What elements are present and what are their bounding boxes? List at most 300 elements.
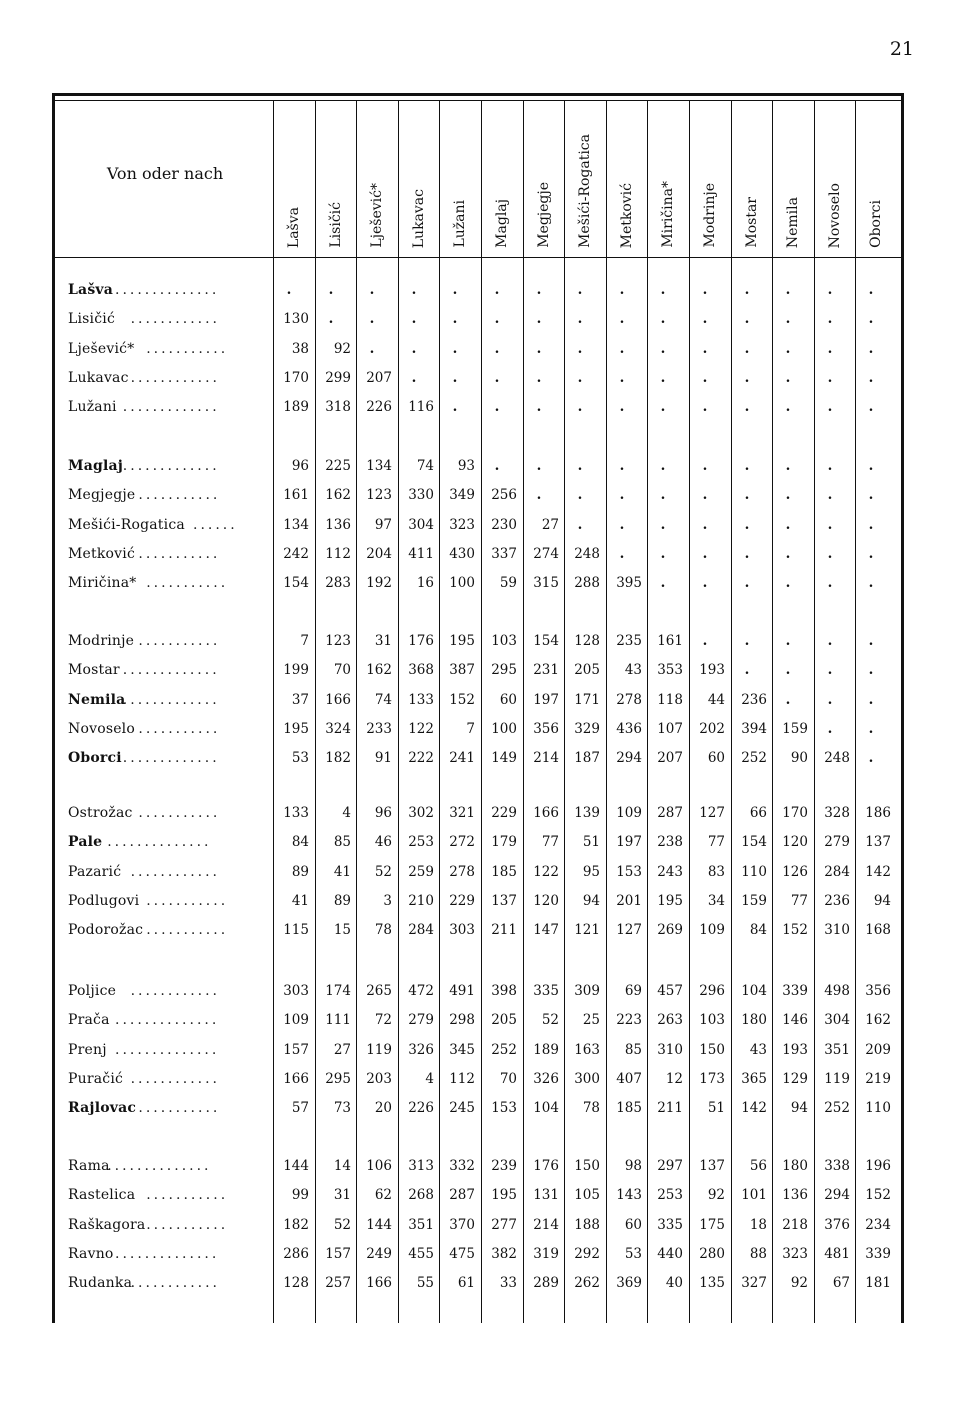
table-cell: 83	[707, 863, 725, 880]
table-cell: 337	[491, 545, 517, 562]
table-cell: 430	[449, 545, 475, 562]
column-header-label: Lašva	[286, 206, 302, 248]
table-cell: .	[577, 487, 583, 504]
table-cell: .	[411, 311, 417, 328]
table-cell: .	[369, 282, 375, 298]
table-cell: 351	[408, 1216, 434, 1233]
table-cell: .	[536, 458, 542, 474]
table-cell: .	[660, 399, 666, 416]
table-cell: 162	[325, 487, 351, 504]
table-cell: 339	[865, 1245, 891, 1262]
table-cell: 136	[325, 516, 351, 533]
table-cell: 170	[782, 805, 808, 821]
table-cell: .	[702, 282, 708, 298]
table-cell: 332	[449, 1158, 475, 1174]
table-cell: 147	[533, 922, 559, 939]
table-cell: .	[619, 282, 625, 298]
table-cell: 72	[374, 1012, 392, 1029]
table-cell: 53	[291, 750, 309, 767]
table-cell: 99	[291, 1187, 309, 1204]
column-header	[481, 106, 523, 248]
leader-dots: ..............	[115, 1245, 220, 1262]
table-cell: .	[577, 399, 583, 416]
table-cell: 57	[291, 1100, 309, 1117]
table-cell: 150	[699, 1041, 725, 1058]
table-cell: 146	[782, 1012, 808, 1029]
table-cell: 297	[657, 1158, 683, 1174]
table-cell: .	[286, 282, 292, 298]
table-cell: 197	[616, 834, 642, 851]
table-cell: 257	[325, 1275, 351, 1292]
table-cell: 236	[824, 892, 850, 909]
table-cell: 181	[865, 1275, 891, 1292]
table-cell: .	[577, 369, 583, 386]
table-cell: 457	[657, 983, 683, 999]
table-cell: 248	[824, 750, 850, 767]
column-header	[273, 106, 315, 248]
table-cell: .	[619, 399, 625, 416]
table-cell: 163	[574, 1041, 600, 1058]
table-cell: 241	[449, 750, 475, 767]
table-cell: 253	[657, 1187, 683, 1204]
table-cell: 161	[283, 487, 309, 504]
table-cell: 369	[616, 1275, 642, 1292]
table-cell: .	[494, 369, 500, 386]
table-cell: 104	[741, 983, 767, 999]
row-label: Miričina*	[68, 575, 137, 592]
table-cell: .	[660, 311, 666, 328]
table-cell: 157	[325, 1245, 351, 1262]
table-cell: 283	[325, 575, 351, 592]
table-cell: 182	[283, 1216, 309, 1233]
table-cell: .	[785, 399, 791, 416]
table-cell: .	[744, 633, 750, 649]
table-cell: 77	[790, 892, 808, 909]
table-cell: 196	[865, 1158, 891, 1174]
table-cell: 376	[824, 1216, 850, 1233]
table-cell: 93	[457, 458, 475, 474]
table-cell: 135	[699, 1275, 725, 1292]
table-cell: .	[868, 458, 874, 474]
table-cell: 51	[707, 1100, 725, 1117]
table-cell: .	[744, 399, 750, 416]
table-cell: 295	[325, 1070, 351, 1087]
table-cell: 143	[616, 1187, 642, 1204]
column-header	[689, 106, 731, 248]
table-cell: 186	[865, 805, 891, 821]
table-cell: .	[536, 282, 542, 298]
table-cell: .	[868, 516, 874, 533]
table-cell: 189	[533, 1041, 559, 1058]
table-cell: 149	[491, 750, 517, 767]
column-header-label: Megjegje	[536, 182, 552, 248]
table-cell: 299	[325, 369, 351, 386]
table-cell: 41	[333, 863, 351, 880]
table-cell: 90	[790, 750, 808, 767]
table-cell: .	[494, 282, 500, 298]
table-cell: .	[660, 545, 666, 562]
table-cell: .	[744, 282, 750, 298]
table-cell: .	[619, 369, 625, 386]
table-cell: 188	[574, 1216, 600, 1233]
table-cell: 207	[366, 369, 392, 386]
leader-dots: ...........	[146, 1187, 229, 1204]
table-cell: 27	[333, 1041, 351, 1058]
table-cell: .	[577, 458, 583, 474]
table-cell: 326	[533, 1070, 559, 1087]
row-label: Metković	[68, 545, 135, 562]
table-cell: .	[868, 662, 874, 679]
table-cell: .	[577, 311, 583, 328]
table-cell: 356	[533, 720, 559, 737]
leader-dots: ............	[130, 311, 220, 328]
table-cell: 128	[574, 633, 600, 649]
table-cell: 202	[699, 720, 725, 737]
table-cell: .	[536, 311, 542, 328]
leader-dots: ..............	[115, 1012, 220, 1029]
table-cell: 94	[790, 1100, 808, 1117]
table-cell: 59	[499, 575, 517, 592]
table-cell: 92	[333, 340, 351, 357]
table-cell: 351	[824, 1041, 850, 1058]
table-cell: .	[702, 487, 708, 504]
table-cell: 152	[782, 922, 808, 939]
table-cell: 185	[491, 863, 517, 880]
row-label: Pazarić	[68, 863, 122, 880]
table-cell: .	[785, 282, 791, 298]
table-cell: 436	[616, 720, 642, 737]
table-cell: 300	[574, 1070, 600, 1087]
row-label: Podlugovi	[68, 892, 140, 909]
table-cell: 173	[699, 1070, 725, 1087]
table-cell: .	[660, 458, 666, 474]
row-label: Pale	[68, 834, 103, 851]
table-cell: 73	[333, 1100, 351, 1117]
table-cell: .	[785, 633, 791, 649]
table-cell: 398	[491, 983, 517, 999]
row-label: Lukavac	[68, 369, 129, 386]
table-cell: .	[328, 282, 334, 298]
table-cell: 97	[374, 516, 392, 533]
table-cell: 112	[449, 1070, 475, 1087]
table-cell: 315	[533, 575, 559, 592]
table-cell: 214	[533, 750, 559, 767]
row-label: Maglaj	[68, 458, 124, 474]
table-cell: 353	[657, 662, 683, 679]
table-cell: 472	[408, 983, 434, 999]
column-header-label: Oborci	[868, 200, 884, 248]
column-header	[814, 106, 856, 248]
table-cell: .	[369, 311, 375, 328]
table-cell: .	[702, 545, 708, 562]
table-cell: 77	[541, 834, 559, 851]
table-cell: 279	[408, 1012, 434, 1029]
table-cell: 127	[699, 805, 725, 821]
row-label: Nemila	[68, 691, 126, 708]
leader-dots: .............	[122, 691, 220, 708]
table-cell: 498	[824, 983, 850, 999]
table-cell: .	[660, 516, 666, 533]
table-cell: 92	[790, 1275, 808, 1292]
table-cell: .	[702, 399, 708, 416]
table-cell: 252	[491, 1041, 517, 1058]
table-cell: 294	[824, 1187, 850, 1204]
table-cell: 154	[533, 633, 559, 649]
table-cell: 195	[449, 633, 475, 649]
table-cell: .	[785, 691, 791, 708]
table-cell: 134	[366, 458, 392, 474]
table-cell: 302	[408, 805, 434, 821]
table-cell: 286	[283, 1245, 309, 1262]
table-cell: .	[827, 720, 833, 737]
table-cell: 195	[491, 1187, 517, 1204]
row-label: Rudanka	[68, 1275, 133, 1292]
header-top-rule	[52, 100, 904, 101]
table-cell: 52	[541, 1012, 559, 1029]
row-label: Ostrožac	[68, 805, 133, 821]
table-cell: 66	[749, 805, 767, 821]
table-cell: 411	[408, 545, 434, 562]
table-cell: 179	[491, 834, 517, 851]
table-cell: 239	[491, 1158, 517, 1174]
table-cell: 105	[574, 1187, 600, 1204]
column-header-label: Lisičić	[328, 202, 344, 248]
column-header-label: Nemila	[785, 196, 801, 248]
leader-dots: ...........	[146, 575, 229, 592]
table-cell: 207	[657, 750, 683, 767]
table-cell: 134	[283, 516, 309, 533]
table-cell: 12	[665, 1070, 683, 1087]
table-cell: 176	[533, 1158, 559, 1174]
table-cell: 157	[283, 1041, 309, 1058]
table-cell: 304	[408, 516, 434, 533]
table-cell: 144	[283, 1158, 309, 1174]
table-cell: 248	[574, 545, 600, 562]
leader-dots: ...........	[138, 633, 221, 649]
leader-dots: ......	[193, 516, 238, 533]
table-cell: 187	[574, 750, 600, 767]
table-cell: .	[536, 369, 542, 386]
table-cell: 175	[699, 1216, 725, 1233]
table-cell: .	[660, 340, 666, 357]
table-cell: 338	[824, 1158, 850, 1174]
table-cell: .	[827, 662, 833, 679]
table-cell: .	[494, 399, 500, 416]
table-cell: 137	[865, 834, 891, 851]
table-cell: 106	[366, 1158, 392, 1174]
table-cell: 330	[408, 487, 434, 504]
table-cell: 168	[865, 922, 891, 939]
table-cell: 43	[749, 1041, 767, 1058]
table-cell: 218	[782, 1216, 808, 1233]
table-cell: .	[785, 458, 791, 474]
table-cell: .	[827, 487, 833, 504]
table-cell: 328	[824, 805, 850, 821]
table-cell: 368	[408, 662, 434, 679]
table-cell: 92	[707, 1187, 725, 1204]
column-header-label: Lužani	[452, 200, 468, 248]
table-cell: 231	[533, 662, 559, 679]
leader-dots: ..............	[107, 834, 212, 851]
table-cell: 225	[325, 458, 351, 474]
table-cell: 309	[574, 983, 600, 999]
table-cell: .	[868, 633, 874, 649]
table-cell: .	[827, 399, 833, 416]
table-cell: .	[536, 399, 542, 416]
table-cell: .	[827, 545, 833, 562]
table-cell: 115	[283, 922, 309, 939]
row-label: Lješević*	[68, 340, 135, 357]
table-cell: 491	[449, 983, 475, 999]
table-cell: 101	[741, 1187, 767, 1204]
table-cell: 205	[491, 1012, 517, 1029]
leader-dots: ...........	[138, 487, 221, 504]
table-cell: 69	[624, 983, 642, 999]
table-cell: 162	[865, 1012, 891, 1029]
column-header	[439, 106, 481, 248]
table-cell: 395	[616, 575, 642, 592]
table-cell: 176	[408, 633, 434, 649]
table-cell: 34	[707, 892, 725, 909]
table-cell: 236	[741, 691, 767, 708]
table-cell: 310	[824, 922, 850, 939]
table-cell: 123	[366, 487, 392, 504]
table-cell: 133	[283, 805, 309, 821]
table-cell: 119	[824, 1070, 850, 1087]
table-cell: 226	[366, 399, 392, 416]
table-cell: 152	[865, 1187, 891, 1204]
table-cell: 209	[865, 1041, 891, 1058]
row-label: Rastelica	[68, 1187, 136, 1204]
table-cell: 74	[374, 691, 392, 708]
table-cell: .	[660, 369, 666, 386]
leader-dots: ...........	[146, 922, 229, 939]
row-label: Modrinje	[68, 633, 135, 649]
column-header	[855, 106, 897, 248]
table-cell: .	[785, 487, 791, 504]
row-label: Lisičić	[68, 311, 115, 328]
leader-dots: ...........	[138, 1100, 221, 1117]
table-cell: 95	[582, 863, 600, 880]
column-header	[315, 106, 357, 248]
table-cell: 74	[416, 458, 434, 474]
table-cell: .	[868, 340, 874, 357]
table-cell: 296	[699, 983, 725, 999]
table-cell: 43	[624, 662, 642, 679]
corner-label: Von oder nach	[106, 164, 224, 183]
table-cell: 4	[425, 1070, 434, 1087]
distance-table	[52, 93, 904, 1323]
table-cell: 133	[408, 691, 434, 708]
table-cell: 62	[374, 1187, 392, 1204]
table-cell: 193	[699, 662, 725, 679]
table-cell: 103	[699, 1012, 725, 1029]
table-cell: 475	[449, 1245, 475, 1262]
table-cell: .	[868, 282, 874, 298]
table-cell: 180	[741, 1012, 767, 1029]
table-cell: 96	[291, 458, 309, 474]
table-cell: 327	[741, 1275, 767, 1292]
table-cell: 284	[824, 863, 850, 880]
table-cell: 243	[657, 863, 683, 880]
leader-dots: ............	[130, 1070, 220, 1087]
table-cell: 161	[657, 633, 683, 649]
table-cell: 77	[707, 834, 725, 851]
table-cell: 326	[408, 1041, 434, 1058]
table-cell: 210	[408, 892, 434, 909]
table-cell: 55	[416, 1275, 434, 1292]
table-cell: .	[868, 691, 874, 708]
table-cell: 15	[333, 922, 351, 939]
table-cell: 98	[624, 1158, 642, 1174]
table-cell: .	[744, 662, 750, 679]
table-cell: 394	[741, 720, 767, 737]
table-cell: .	[744, 369, 750, 386]
table-cell: 137	[699, 1158, 725, 1174]
table-cell: 226	[408, 1100, 434, 1117]
leader-dots: .............	[122, 750, 220, 767]
table-cell: 44	[707, 691, 725, 708]
leader-dots: ............	[130, 369, 220, 386]
table-cell: 193	[782, 1041, 808, 1058]
table-cell: 60	[499, 691, 517, 708]
table-cell: .	[827, 633, 833, 649]
table-cell: .	[827, 575, 833, 592]
table-cell: .	[494, 340, 500, 357]
table-cell: 303	[449, 922, 475, 939]
table-cell: 142	[741, 1100, 767, 1117]
table-cell: 123	[325, 633, 351, 649]
table-cell: 235	[616, 633, 642, 649]
table-cell: .	[785, 340, 791, 357]
table-cell: 370	[449, 1216, 475, 1233]
table-cell: 110	[741, 863, 767, 880]
table-cell: 25	[582, 1012, 600, 1029]
row-label: Rajlovac	[68, 1100, 137, 1117]
table-cell: .	[660, 282, 666, 298]
table-cell: 137	[491, 892, 517, 909]
column-header-label: Modrinje	[702, 183, 718, 248]
table-cell: 136	[782, 1187, 808, 1204]
table-cell: .	[411, 340, 417, 357]
table-cell: .	[827, 369, 833, 386]
column-header	[356, 106, 398, 248]
table-cell: .	[452, 369, 458, 386]
table-cell: 122	[533, 863, 559, 880]
table-cell: 201	[616, 892, 642, 909]
table-cell: 88	[749, 1245, 767, 1262]
leader-dots: ..............	[107, 1158, 212, 1174]
row-label: Prenj	[68, 1041, 107, 1058]
table-cell: .	[868, 311, 874, 328]
leader-dots: ..............	[115, 282, 220, 298]
table-cell: .	[744, 311, 750, 328]
table-cell: 128	[283, 1275, 309, 1292]
column-header	[606, 106, 648, 248]
table-cell: .	[577, 516, 583, 533]
leader-dots: ...........	[146, 1216, 229, 1233]
table-cell: .	[702, 369, 708, 386]
table-cell: 152	[449, 691, 475, 708]
table-cell: 345	[449, 1041, 475, 1058]
table-cell: .	[536, 340, 542, 357]
table-cell: 219	[865, 1070, 891, 1087]
table-cell: .	[785, 662, 791, 679]
table-cell: 162	[366, 662, 392, 679]
table-cell: 166	[283, 1070, 309, 1087]
table-cell: 51	[582, 834, 600, 851]
table-cell: 166	[366, 1275, 392, 1292]
